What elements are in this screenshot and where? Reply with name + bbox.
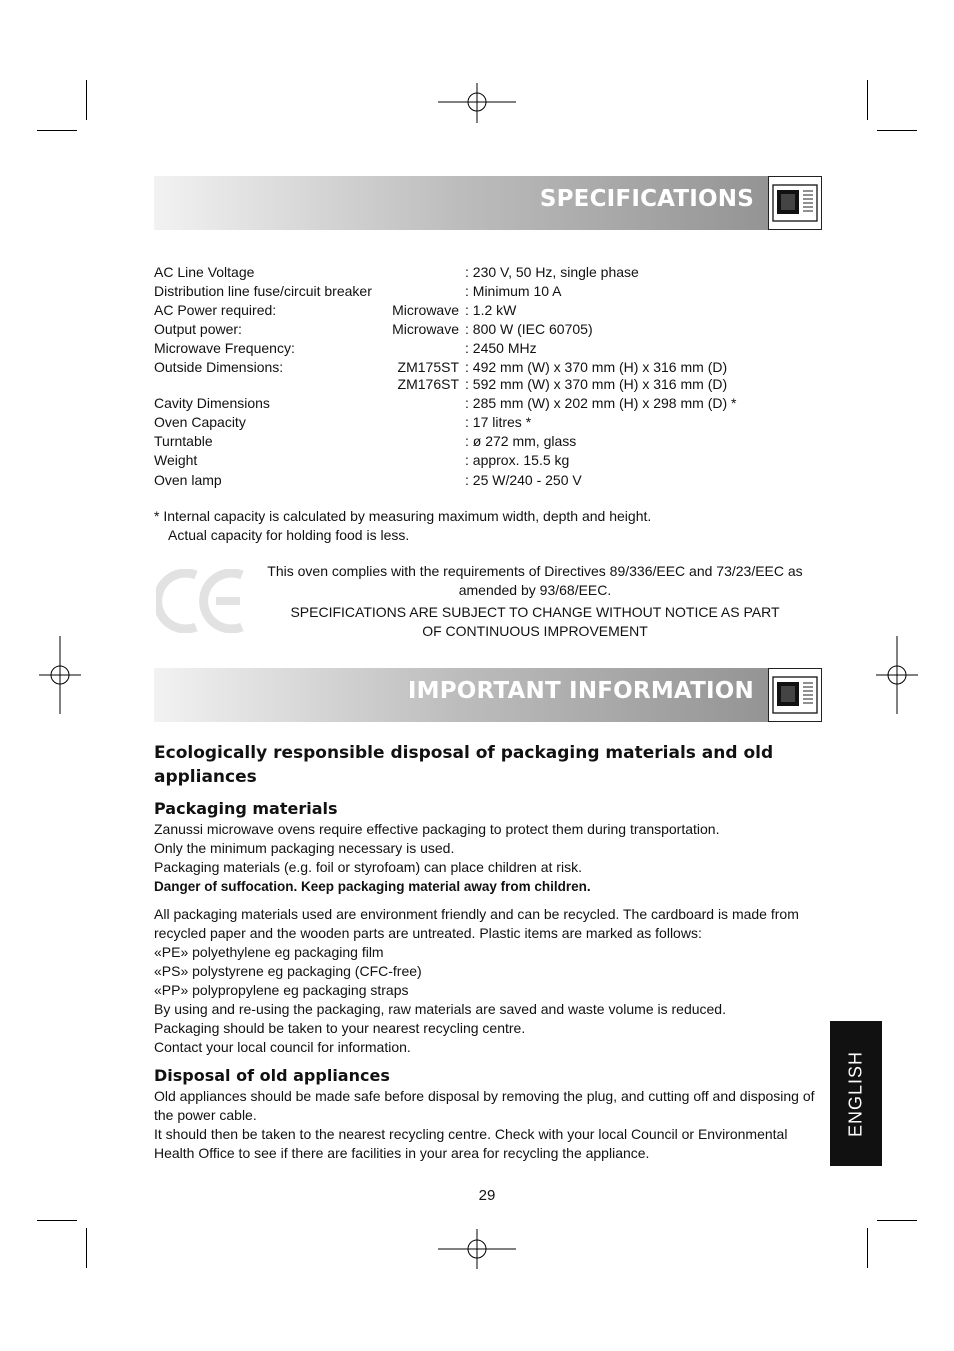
spec-label: Oven Capacity: [154, 414, 246, 430]
packaging-text: [154, 820, 824, 877]
recycling-line: Packaging should be taken to your nearest recycling centre.: [154, 1020, 526, 1036]
spec-value: : Minimum 10 A: [465, 283, 562, 299]
main-heading: Ecologically responsible disposal of packaging materials and old appliances: [154, 743, 774, 787]
spec-value: : approx. 15.5 kg: [465, 452, 570, 468]
spec-value: : 25 W/240 - 250 V: [465, 472, 582, 488]
spec-value: : 285 mm (W) x 202 mm (H) x 298 mm (D) *: [465, 395, 737, 411]
crosshair-icon: [39, 636, 81, 714]
spec-value: : 800 W (IEC 60705): [465, 321, 593, 337]
crop-mark: [877, 130, 917, 131]
spec-qualifier: Microwave: [392, 321, 459, 337]
page-number: 29: [478, 1187, 496, 1204]
disposal-paragraph: It should then be taken to the nearest recycling centre. Check with your local Council or Environmental Health Office to see if there are facilities in your area for recycling the appliance.: [154, 1126, 788, 1161]
spec-label: AC Line Voltage: [154, 264, 255, 280]
microwave-icon: [768, 176, 822, 230]
packaging-line: Only the minimum packaging necessary is used.: [154, 840, 455, 856]
important-information-body: [154, 741, 824, 1163]
spec-value: : 17 litres *: [465, 414, 532, 430]
change-notice: SPECIFICATIONS ARE SUBJECT TO CHANGE WITHOUT NOTICE AS PART OF CONTINUOUS IMPROVEMENT: [290, 604, 780, 639]
recycling-line: Contact your local council for information.: [154, 1039, 411, 1055]
spec-qualifier: Microwave: [392, 302, 459, 318]
specifications-banner: [154, 176, 822, 230]
spec-label: Turntable: [154, 433, 213, 449]
crosshair-icon: [438, 83, 516, 123]
packaging-heading: Packaging materials: [154, 799, 338, 818]
crop-mark: [86, 1228, 87, 1268]
spec-qualifier: ZM175ST: [397, 359, 459, 375]
ce-mark-logo: [156, 569, 248, 633]
spec-value: : 2450 MHz: [465, 340, 537, 356]
recycling-line: «PS» polystyrene eg packaging (CFC-free): [154, 963, 422, 979]
crop-mark: [877, 1220, 917, 1221]
packaging-line: Zanussi microwave ovens require effective packaging to protect them during transportation.: [154, 821, 720, 837]
spec-label: Cavity Dimensions: [154, 395, 270, 411]
crop-mark: [867, 1228, 868, 1268]
recycling-line: By using and re-using the packaging, raw materials are saved and waste volume is reduced.: [154, 1001, 726, 1017]
compliance-statement: This oven complies with the requirements of Directives 89/336/EEC and 73/23/EEC as amended by 93/68/EEC.: [267, 563, 803, 598]
language-tab-label: ENGLISH: [845, 1050, 866, 1137]
language-tab: [830, 1021, 882, 1166]
spec-label: Outside Dimensions:: [154, 359, 284, 375]
recycling-list: [154, 943, 824, 1057]
spec-value: : ø 272 mm, glass: [465, 433, 577, 449]
crop-mark: [867, 80, 868, 120]
spec-label: Microwave Frequency:: [154, 340, 295, 356]
disposal-paragraph: Old appliances should be made safe before disposal by removing the plug, and cutting off and disposing of the power cable.: [154, 1088, 815, 1123]
spec-qualifier: ZM176ST: [397, 376, 459, 392]
section-title: IMPORTANT INFORMATION: [407, 678, 754, 704]
spec-value: : 492 mm (W) x 370 mm (H) x 316 mm (D): [465, 359, 728, 375]
section-title: SPECIFICATIONS: [539, 186, 754, 212]
important-information-banner: [154, 668, 822, 722]
spec-label: Output power:: [154, 321, 242, 337]
spec-label: AC Power required:: [154, 302, 277, 318]
spec-value: : 230 V, 50 Hz, single phase: [465, 264, 639, 280]
packaging-line: Packaging materials (e.g. foil or styrofoam) can place children at risk.: [154, 859, 582, 875]
packaging-warning: Danger of suffocation. Keep packaging material away from children.: [154, 879, 591, 894]
recycling-line: «PP» polypropylene eg packaging straps: [154, 982, 409, 998]
recycling-line: «PE» polyethylene eg packaging film: [154, 944, 384, 960]
crosshair-icon: [876, 636, 918, 714]
crop-mark: [37, 130, 77, 131]
crosshair-icon: [438, 1229, 516, 1269]
capacity-footnote: * Internal capacity is calculated by measuring maximum width, depth and height. Actual capacity for holding food is less.: [154, 508, 652, 543]
microwave-icon: [768, 668, 822, 722]
disposal-heading: Disposal of old appliances: [154, 1066, 390, 1085]
spec-value: : 1.2 kW: [465, 302, 517, 318]
spec-label: Weight: [154, 452, 198, 468]
crop-mark: [37, 1220, 77, 1221]
spec-label: Oven lamp: [154, 472, 222, 488]
recycling-paragraph: All packaging materials used are environment friendly and can be recycled. The cardboard is made from recycled paper and the wooden parts are untreated. Plastic items are marked as follows:: [154, 906, 799, 941]
spec-value: : 592 mm (W) x 370 mm (H) x 316 mm (D): [465, 376, 728, 392]
spec-label: Distribution line fuse/circuit breaker: [154, 283, 372, 299]
crop-mark: [86, 80, 87, 120]
